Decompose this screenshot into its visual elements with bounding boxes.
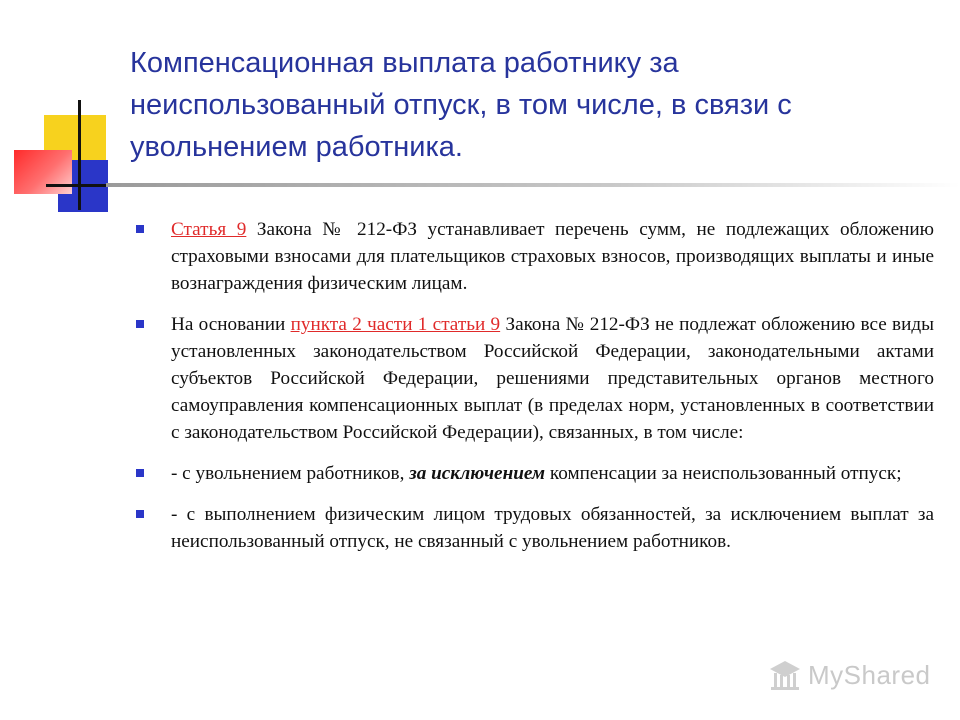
decor-red-square <box>14 150 72 194</box>
bullet-square-icon <box>136 225 144 233</box>
item-emphasis: за исключением <box>409 463 546 484</box>
item-prefix: - с увольнением работников, <box>171 463 410 484</box>
item-text: - с выполнением физическим лицом трудовых обязанностей, за исключением выплат за неиспользованный отпуск, не связанный с увольнением работников. <box>171 504 934 552</box>
item-prefix: На основании <box>171 314 291 335</box>
clause-2-part-1-article-9-link[interactable]: пункта 2 части 1 статьи 9 <box>290 314 501 335</box>
item-text: Закона № 212-ФЗ не подлежат обложению все виды установленных законодательством Российской Федерации, законодательными актами субъектов Российской Федерации, решениями представительных органов местного самоуправления компенсационных выплат (в пределах норм, установленных в соответствии с законодательством Российской Федерации), связанных, в том числе: <box>171 314 934 443</box>
list-item <box>134 311 934 446</box>
slide-title: Компенсационная выплата работнику за неиспользованный отпуск, в том числе, в связи с увольнением работника. <box>130 47 792 163</box>
bullet-square-icon <box>136 320 144 328</box>
list-item <box>134 216 934 297</box>
bullet-square-icon <box>136 510 144 518</box>
bullet-list <box>134 216 934 569</box>
title-underline <box>106 183 960 187</box>
mortarboard-building-icon <box>768 659 802 691</box>
item-text: Закона № 212-ФЗ устанавливает перечень сумм, не подлежащих обложению страховыми взносами для плательщиков страховых взносов, производящих выплаты и иные вознаграждения физическим лицам. <box>171 219 934 294</box>
decor-horizontal-line <box>46 184 106 187</box>
item-text: компенсации за неиспользованный отпуск; <box>545 463 902 484</box>
bullet-square-icon <box>136 469 144 477</box>
decor-vertical-line <box>78 100 81 210</box>
list-item <box>134 460 934 487</box>
watermark-logo <box>768 658 931 692</box>
list-item <box>134 501 934 555</box>
watermark-text: MyShared <box>808 659 931 690</box>
article-9-link[interactable]: Статья 9 <box>171 219 247 240</box>
